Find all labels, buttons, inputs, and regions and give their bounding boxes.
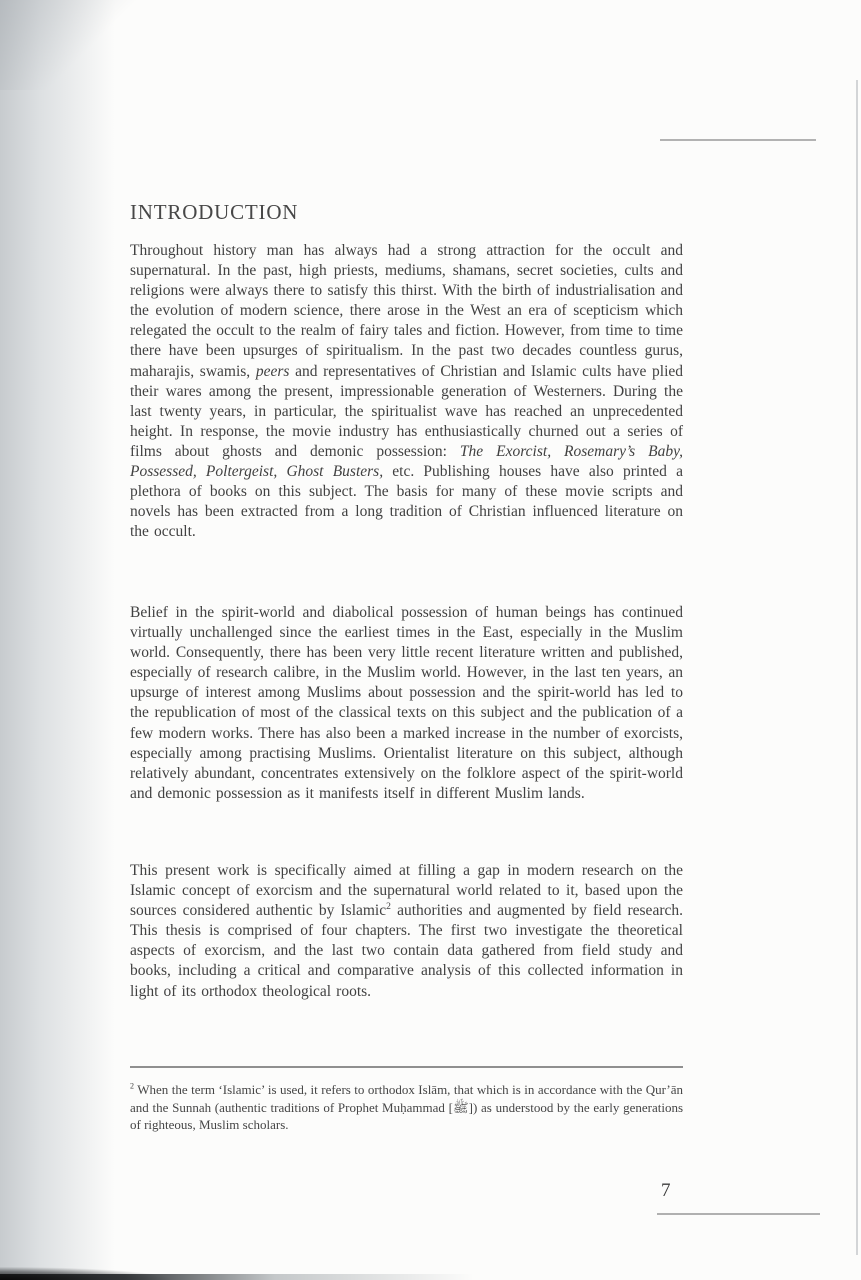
body-paragraph-1: Throughout history man has always had a strong attraction for the occult and supernatural. In the past, high priests, mediums, shamans, secret societies, cults and religions were always there to satisfy this thirst. With the birth of industrialisation and the evolution of modern science, there arose in the West an era of scepticism which relegated the occult to the realm of fairy tales and fiction. However, from time to time there have been upsurges of spiritualism. In the past two decades countless gurus, maharajis, swamis, peers and representatives of Christian and Islamic cults have plied their wares among the present, impressionable generation of Westerners. During the last twenty years, in particular, the spiritualist wave has reached an unprecedented height. In response, the movie industry has enthusiastically churned out a series of films about ghosts and demonic possession: The Exorcist, Rosemary’s Baby, Possessed, Poltergeist, Ghost Busters, etc. Publishing houses have also printed a plethora of books on this subject. The basis for many of these movie scripts and novels has been extracted from a long tradition of Christian influenced literature on the occult. [130, 242, 684, 541]
header-rule [660, 139, 816, 141]
scan-corner-shade [0, 0, 140, 90]
page-edge-line [856, 80, 858, 1255]
scan-corner-shadow [0, 1267, 170, 1280]
footnote-divider [130, 1066, 683, 1068]
body-paragraph-3: This present work is specifically aimed at filling a gap in modern research on the Islamic concept of exorcism and the supernatural world related to it, based upon the sources considered authentic by Islamic$^2$ authorities and augmented by field research. This thesis is comprised of four chapters. The first two investigate the theoretical aspects of exorcism, and the last two contain data gathered from field study and books, including a critical and comparative analysis of this collected information in light of its orthodox theological roots. [130, 862, 683, 1000]
footer-rule [657, 1213, 820, 1215]
footnote-text: $^2$ When the term ‘Islamic’ is used, it refers to orthodox Islām, that which is in accordance with the Qur’ān and the Sunnah (authentic traditions of Prophet Muḥammad [ﷺ]) as understood by the early generations of righteous, Muslim scholars. [130, 1081, 684, 1133]
chapter-title: INTRODUCTION [130, 200, 299, 224]
page-number: 7 [661, 1180, 671, 1201]
page-gutter-shadow [0, 0, 115, 1280]
body-paragraph-2: Belief in the spirit-world and diabolical possession of human beings has continued virtually unchallenged since the earliest times in the East, especially in the Muslim world. Consequently, there has been very little recent literature written and published, especially of research calibre, in the Muslim world. However, in the last ten years, an upsurge of interest among Muslims about possession and the spirit-world has led to the republication of most of the classical texts on this subject and the publication of a few modern works. There has also been a marked increase in the number of exorcists, especially among practising Muslims. Orientalist literature on this subject, although relatively abundant, concentrates extensively on the folklore aspect of the spirit-world and demonic possession as it manifests itself in different Muslim lands. [130, 604, 683, 802]
